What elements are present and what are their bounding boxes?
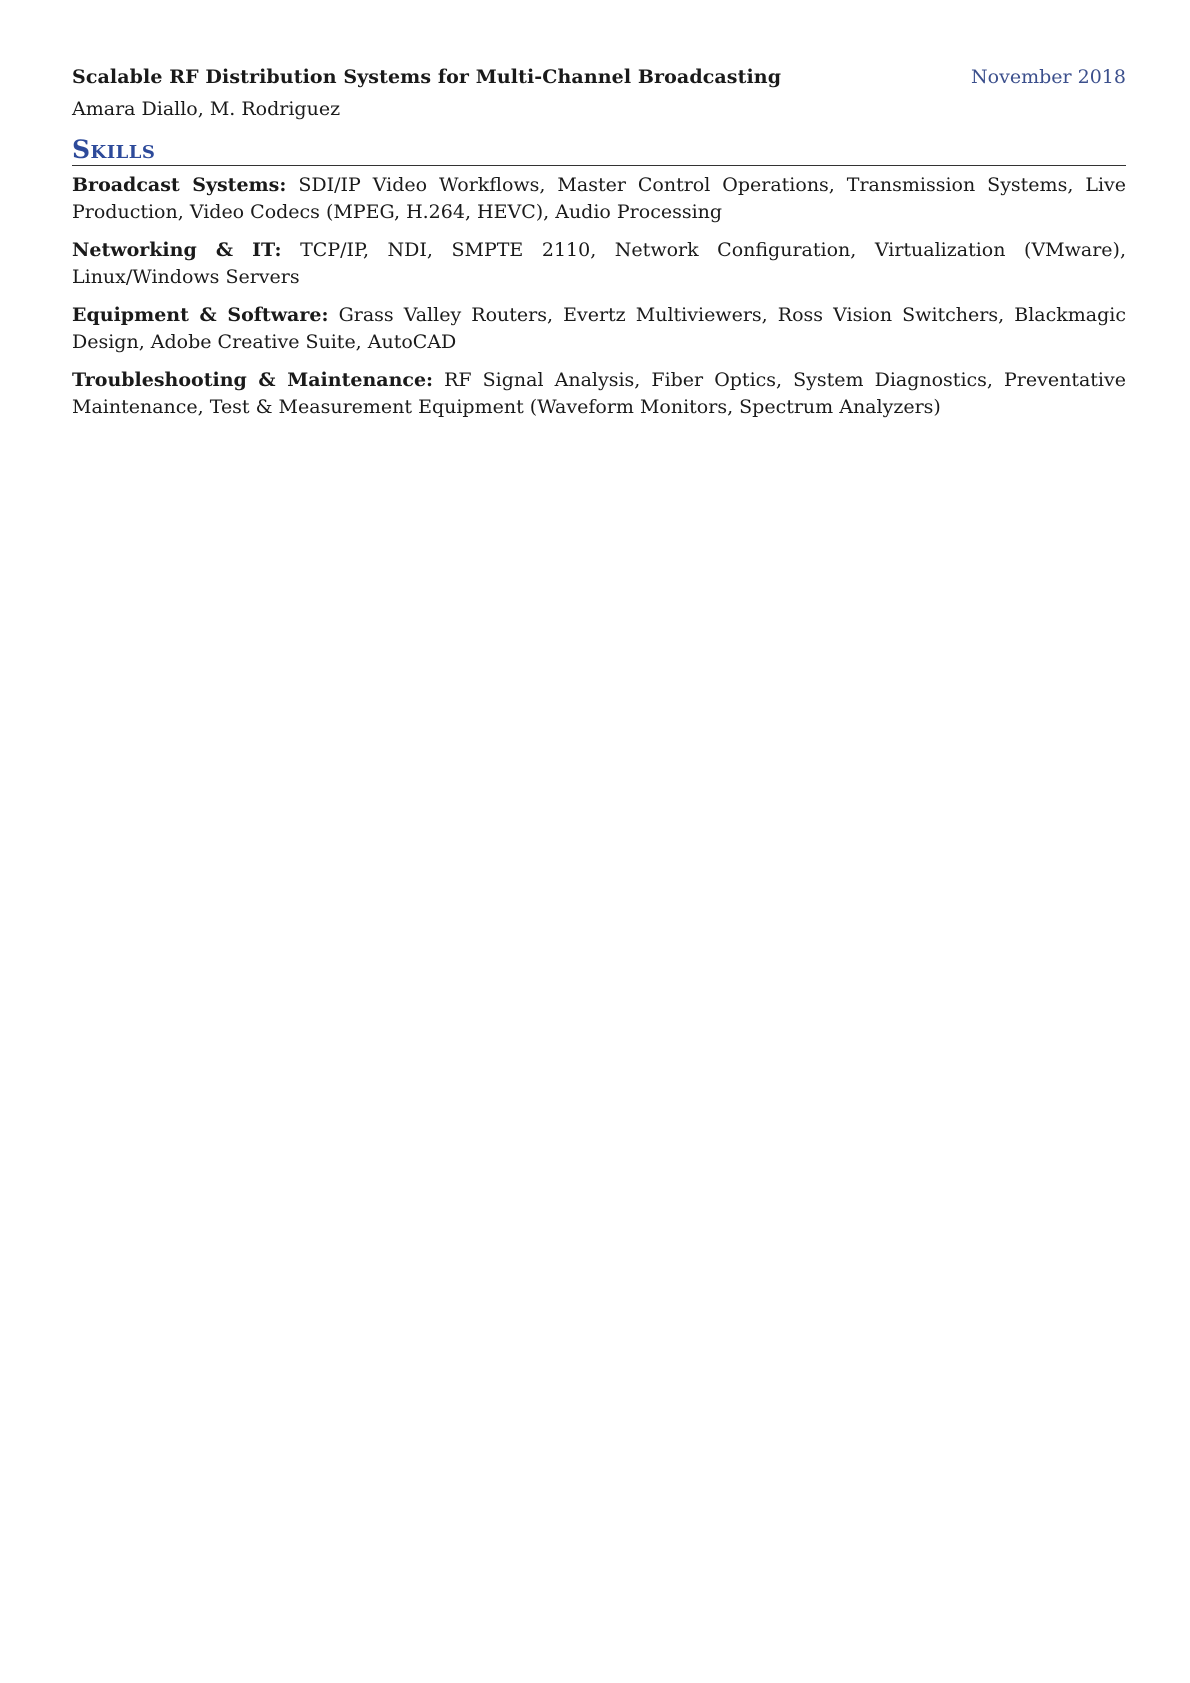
skills-list [72,172,1126,421]
publication-date: November 2018 [971,66,1126,88]
publication-header [72,66,1126,96]
document-page [72,66,1126,432]
skill-label: Networking & IT: [72,239,282,261]
skill-label: Broadcast Systems: [72,174,287,196]
publication-authors: Amara Diallo, M. Rodriguez [72,98,341,120]
skill-text: SDI/IP Video Workflows, Master Control Operations, Transmission Systems, Live Production, Video Codecs (MPEG, H.264, HEVC), Audio Processing [72,174,1126,223]
skill-row-broadcast [72,172,1126,226]
skill-text: TCP/IP, NDI, SMPTE 2110, Network Configuration, Virtualization (VMware), Linux/Windows Servers [72,239,1126,288]
section-heading-skills: Skills [72,136,1126,166]
skill-row-troubleshooting [72,367,1126,421]
skill-text: Grass Valley Routers, Evertz Multiviewers, Ross Vision Switchers, Blackmagic Design, Adobe Creative Suite, AutoCAD [72,304,1126,353]
skill-label: Troubleshooting & Maintenance: [72,369,434,391]
skill-text: RF Signal Analysis, Fiber Optics, System Diagnostics, Preventative Maintenance, Test & Measurement Equipment (Waveform Monitors, Spectrum Analyzers) [72,369,1126,418]
skill-label: Equipment & Software: [72,304,329,326]
skill-row-equipment [72,302,1126,356]
publication-title: Scalable RF Distribution Systems for Multi-Channel Broadcasting [72,66,782,88]
skill-row-networking [72,237,1126,291]
